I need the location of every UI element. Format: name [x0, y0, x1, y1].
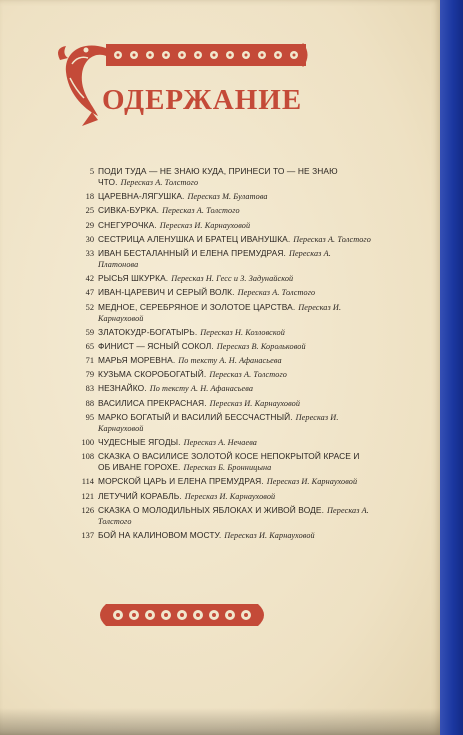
- toc-entry: [72, 355, 372, 366]
- page-number: 126: [81, 505, 94, 515]
- story-title: СКАЗКА О МОЛОДИЛЬНЫХ ЯБЛОКАХ И ЖИВОЙ ВОДЕ.: [98, 504, 325, 515]
- page-number: 121: [81, 491, 94, 501]
- story-title: ЦАРЕВНА-ЛЯГУШКА.: [98, 191, 185, 202]
- table-of-contents: [72, 166, 372, 544]
- toc-entry: [72, 302, 372, 324]
- story-title: МАРЬЯ МОРЕВНА.: [98, 355, 176, 366]
- page-title: ОДЕРЖАНИЕ: [102, 84, 303, 116]
- toc-entry: [72, 398, 372, 409]
- toc-entry: [72, 191, 372, 202]
- story-title: СКАЗКА О ВАСИЛИСЕ ЗОЛОТОЙ КОСЕ НЕПОКРЫТОЙ КРАСЕ И ОБ ИВАНЕ ГОРОХЕ.: [98, 451, 360, 473]
- story-credit: Пересказ А. Толстого: [98, 505, 369, 526]
- toc-entry: [72, 412, 372, 434]
- story-title: НЕЗНАЙКО.: [98, 383, 147, 394]
- page-number: 18: [85, 192, 94, 202]
- toc-entry: [72, 437, 372, 448]
- page-number: 83: [85, 384, 94, 394]
- toc-entry: [72, 220, 372, 231]
- toc-entry: [72, 451, 372, 473]
- toc-entry: [72, 476, 372, 487]
- story-title: БОЙ НА КАЛИНОВОМ МОСТУ.: [98, 529, 222, 540]
- toc-entry: [72, 273, 372, 284]
- story-title: СНЕГУРОЧКА.: [98, 219, 157, 230]
- toc-entry: [72, 327, 372, 338]
- page-number: 33: [85, 248, 94, 258]
- story-credit: Пересказ А. Платонова: [98, 248, 331, 269]
- story-title: ВАСИЛИСА ПРЕКРАСНАЯ.: [98, 397, 207, 408]
- page-number: 88: [85, 398, 94, 408]
- story-credit: По тексту А. Н. Афанасьева: [149, 384, 254, 394]
- page-number: 30: [85, 234, 94, 244]
- toc-entry: [72, 491, 372, 502]
- page-number: 47: [85, 288, 94, 298]
- page-number: 65: [85, 341, 94, 351]
- story-credit: Пересказ И. Карнауховой: [266, 477, 358, 487]
- page-number: 95: [85, 412, 94, 422]
- story-title: КУЗЬМА СКОРОБОГАТЫЙ.: [98, 369, 207, 380]
- story-title: РЫСЬЯ ШКУРКА.: [98, 273, 169, 284]
- toc-entry: [72, 248, 372, 270]
- page-number: 29: [85, 220, 94, 230]
- story-title: МОРСКОЙ ЦАРЬ И ЕЛЕНА ПРЕМУДРАЯ.: [98, 476, 264, 487]
- toc-entry: [72, 505, 372, 527]
- page-number: 5: [89, 167, 94, 176]
- page-number: 108: [81, 452, 94, 462]
- story-credit: Пересказ В. Корольковой: [216, 341, 306, 351]
- story-title: СЕСТРИЦА АЛЕНУШКА И БРАТЕЦ ИВАНУШКА.: [98, 233, 291, 244]
- page-number: 100: [81, 438, 94, 447]
- story-credit: Пересказ А. Толстого: [237, 288, 316, 298]
- ornament-band-icon: [92, 600, 272, 630]
- toc-entry: [72, 166, 372, 188]
- toc-entry: [72, 341, 372, 352]
- story-credit: Пересказ А. Толстого: [162, 206, 240, 216]
- toc-entry: [72, 369, 372, 380]
- page-number: 137: [81, 530, 94, 540]
- story-credit: Пересказ Н. Козловской: [200, 327, 285, 337]
- story-credit: Пересказ И. Карнауховой: [209, 398, 301, 408]
- toc-entry: [72, 234, 372, 245]
- toc-entry: [72, 287, 372, 298]
- story-credit: Пересказ Н. Гесс и З. Задунайской: [171, 274, 294, 284]
- story-title: ИВАН-ЦАРЕВИЧ И СЕРЫЙ ВОЛК.: [98, 287, 235, 298]
- story-credit: Пересказ И. Карнауховой: [98, 302, 342, 323]
- story-credit: Пересказ И. Карнауховой: [159, 220, 251, 230]
- story-credit: По тексту А. Н. Афанасьева: [178, 356, 282, 366]
- story-title: ИВАН БЕСТАЛАННЫЙ И ЕЛЕНА ПРЕМУДРАЯ.: [98, 247, 286, 258]
- story-credit: Пересказ А. Толстого: [293, 234, 371, 244]
- story-title: СИВКА-БУРКА.: [98, 205, 160, 216]
- story-credit: Пересказ И. Карнауховой: [224, 530, 315, 540]
- page-number: 42: [85, 274, 94, 284]
- story-title: МЕДНОЕ, СЕРЕБРЯНОЕ И ЗОЛОТОЕ ЦАРСТВА.: [98, 301, 296, 312]
- story-credit: Пересказ М. Булатова: [187, 192, 268, 202]
- book-cover-edge: [438, 0, 463, 735]
- scan-shadow: [0, 708, 440, 735]
- page-number: 71: [85, 356, 94, 366]
- story-title: ПОДИ ТУДА — НЕ ЗНАЮ КУДА, ПРИНЕСИ ТО — НЕ ЗНАЮ ЧТО.: [98, 166, 338, 187]
- story-title: ЗЛАТОКУДР-БОГАТЫРЬ.: [98, 326, 198, 337]
- story-credit: Пересказ Б. Бронницына: [183, 463, 272, 473]
- story-title: ЧУДЕСНЫЕ ЯГОДЫ.: [98, 437, 181, 447]
- story-credit: Пересказ А. Нечаева: [183, 438, 257, 447]
- story-credit: Пересказ И. Карнауховой: [98, 412, 339, 433]
- story-title: ЛЕТУЧИЙ КОРАБЛЬ.: [98, 490, 182, 501]
- story-title: МАРКО БОГАТЫЙ И ВАСИЛИЙ БЕССЧАСТНЫЙ.: [98, 411, 293, 422]
- story-credit: Пересказ А. Толстого: [120, 178, 199, 187]
- page-number: 25: [85, 206, 94, 216]
- story-credit: Пересказ А. Толстого: [209, 370, 287, 380]
- story-credit: Пересказ И. Карнауховой: [184, 491, 276, 501]
- footer-ornament: [92, 600, 272, 635]
- toc-entry: [72, 383, 372, 394]
- page-number: 114: [81, 477, 94, 487]
- toc-entry: [72, 205, 372, 216]
- page-number: 79: [85, 370, 94, 380]
- story-title: ФИНИСТ — ЯСНЫЙ СОКОЛ.: [98, 340, 214, 351]
- page-number: 52: [85, 302, 94, 312]
- toc-entry: [72, 530, 372, 541]
- page-number: 59: [85, 327, 94, 337]
